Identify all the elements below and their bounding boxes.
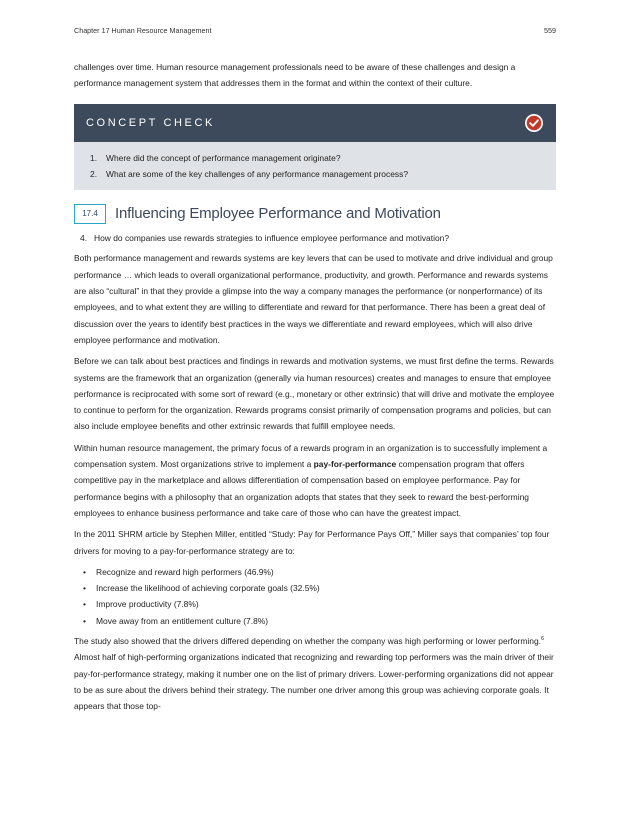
item-text: Where did the concept of performance management originate? bbox=[106, 152, 341, 163]
concept-check-item bbox=[90, 166, 544, 182]
concept-check-body bbox=[74, 142, 556, 191]
check-circle-icon bbox=[525, 114, 543, 132]
body-paragraph-4: In the 2011 SHRM article by Stephen Miller, entitled “Study: Pay for Performance Pays Off,” Miller says that companies’ top four drivers for moving to a pay-for-performance strategy are to: bbox=[74, 529, 550, 556]
list-item: • Increase the likelihood of achieving corporate goals (32.5%) bbox=[74, 580, 556, 596]
paragraph-text: The study also showed that the drivers differed depending on whether the company was high performing or lower performing. bbox=[74, 636, 541, 647]
concept-check-item bbox=[90, 150, 544, 166]
section-heading bbox=[74, 204, 556, 224]
running-header bbox=[74, 26, 556, 38]
key-term-pay-for-performance: pay-for-performance bbox=[313, 459, 397, 470]
chapter-title: Chapter 17 Human Resource Management bbox=[74, 26, 212, 35]
page-content bbox=[74, 59, 556, 720]
concept-check-header bbox=[74, 104, 556, 142]
item-number: 2. bbox=[90, 168, 98, 179]
drivers-list bbox=[74, 564, 556, 629]
list-item: • Recognize and reward high performers (46.9%) bbox=[74, 564, 556, 580]
section-title: Influencing Employee Performance and Motivation bbox=[115, 205, 441, 223]
intro-paragraph: challenges over time. Human resource management professionals need to be aware of these challenges and design a performance management system that addresses them in the format and within the context of their culture. bbox=[74, 62, 516, 89]
footnote-reference[interactable]: 6 bbox=[540, 636, 545, 643]
paragraph-text: Almost half of high-performing organizations indicated that recognizing and rewarding top performers was the main driver of their pay-for-performance strategy, making it number one on the list of primary drivers. Lower-performing organizations did not appear to be as sure about the drivers behind their strategy. The number one driver among this group was achieving corporate goals. It appears that those top- bbox=[74, 652, 554, 712]
list-item: • Improve productivity (7.8%) bbox=[74, 596, 556, 612]
section-number: 17.4 bbox=[74, 204, 106, 224]
concept-check-list bbox=[90, 150, 544, 183]
learning-objective-number: 4. bbox=[80, 233, 88, 244]
item-text: What are some of the key challenges of any performance management process? bbox=[106, 168, 409, 179]
concept-check-title: CONCEPT CHECK bbox=[86, 116, 215, 129]
body-paragraph-2: Before we can talk about best practices and findings in rewards and motivation systems, we must first define the terms. Rewards systems are the framework that an organization (generally via human resources) creates and manages to ensure that employee performance is reciprocated with some sort of reward (e.g., monetary or other extrinsic) that will drive and motivate the employee to continue to perform for the organization. Rewards programs consist primarily of compensation programs and policies, but can also include employee benefits and other extrinsic rewards that fulfill employee needs. bbox=[74, 356, 555, 432]
body-paragraph-5 bbox=[74, 633, 556, 714]
learning-objective-text: How do companies use rewards strategies to influence employee performance and motivation? bbox=[94, 233, 450, 244]
learning-objective bbox=[80, 230, 556, 246]
item-number: 1. bbox=[90, 152, 98, 163]
list-item: • Move away from an entitlement culture (7.8%) bbox=[74, 613, 556, 629]
concept-check-box bbox=[74, 104, 556, 191]
paragraph-text: Within human resource management, the primary focus of a rewards program in an organization is to successfully implement a compensation system. Most organizations strive to implement a bbox=[74, 442, 548, 470]
body-paragraph-1: Both performance management and rewards systems are key levers that can be used to motivate and drive individual and group performance … which leads to overall organizational performance, productivity, and growth. Performance and rewards systems are also “cultural” in that they provide a glimpse into the way a company manages the performance (or nonperformance) of its employees, and to what extent they are willing to differentiate and reward for that performance. There has been a great deal of discussion over the years to identify best practices in the ways we differentiate and reward employees, which will also drive employee performance and motivation. bbox=[74, 253, 553, 345]
page-number: 559 bbox=[544, 26, 556, 35]
paragraph-text: compensation program that offers competitive pay in the marketplace and allows differentiation of compensation based on employee performance. Pay for performance begins with a philosophy that an organization adopts that states that they seek to reward the best-performing employees to enhance business performance and take care of those who can have the greatest impact. bbox=[74, 459, 529, 518]
body-paragraph-3 bbox=[74, 440, 556, 521]
